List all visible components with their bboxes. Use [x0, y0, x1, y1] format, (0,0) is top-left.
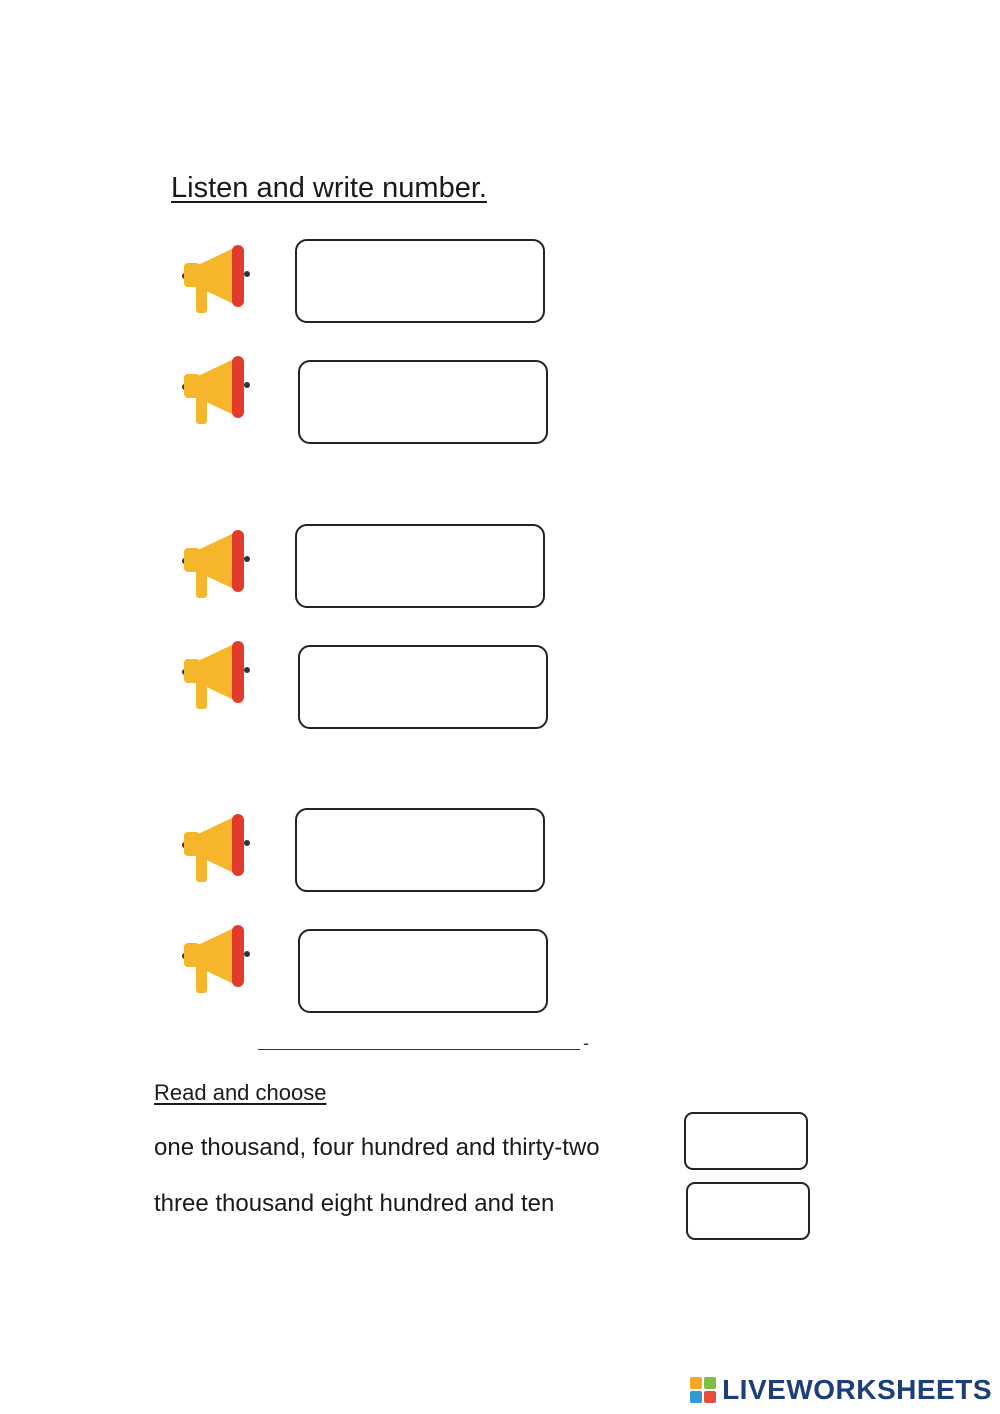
megaphone-icon[interactable]	[180, 923, 252, 997]
answer-box[interactable]	[295, 808, 545, 892]
megaphone-icon[interactable]	[180, 243, 252, 317]
page-title: Listen and write number.	[171, 172, 487, 204]
number-phrase: one thousand, four hundred and thirty-two	[154, 1134, 600, 1161]
number-phrase: three thousand eight hundred and ten	[154, 1190, 555, 1217]
section-title: Read and choose	[154, 1080, 327, 1105]
logo-tile	[690, 1377, 702, 1389]
choice-box[interactable]	[684, 1112, 808, 1170]
megaphone-icon[interactable]	[180, 639, 252, 713]
answer-box[interactable]	[298, 645, 548, 729]
divider-line	[258, 1049, 580, 1050]
brand-logo	[690, 1374, 992, 1406]
megaphone-icon[interactable]	[180, 354, 252, 428]
logo-tile	[704, 1377, 716, 1389]
choice-box[interactable]	[686, 1182, 810, 1240]
megaphone-icon[interactable]	[180, 528, 252, 602]
liveworksheets-logo-icon	[690, 1377, 716, 1403]
divider-mark: -	[583, 1033, 589, 1053]
brand-name: LIVEWORKSHEETS	[722, 1374, 992, 1405]
answer-box[interactable]	[295, 239, 545, 323]
answer-box[interactable]	[298, 929, 548, 1013]
logo-tile	[690, 1391, 702, 1403]
answer-box[interactable]	[298, 360, 548, 444]
megaphone-icon[interactable]	[180, 812, 252, 886]
logo-tile	[704, 1391, 716, 1403]
answer-box[interactable]	[295, 524, 545, 608]
